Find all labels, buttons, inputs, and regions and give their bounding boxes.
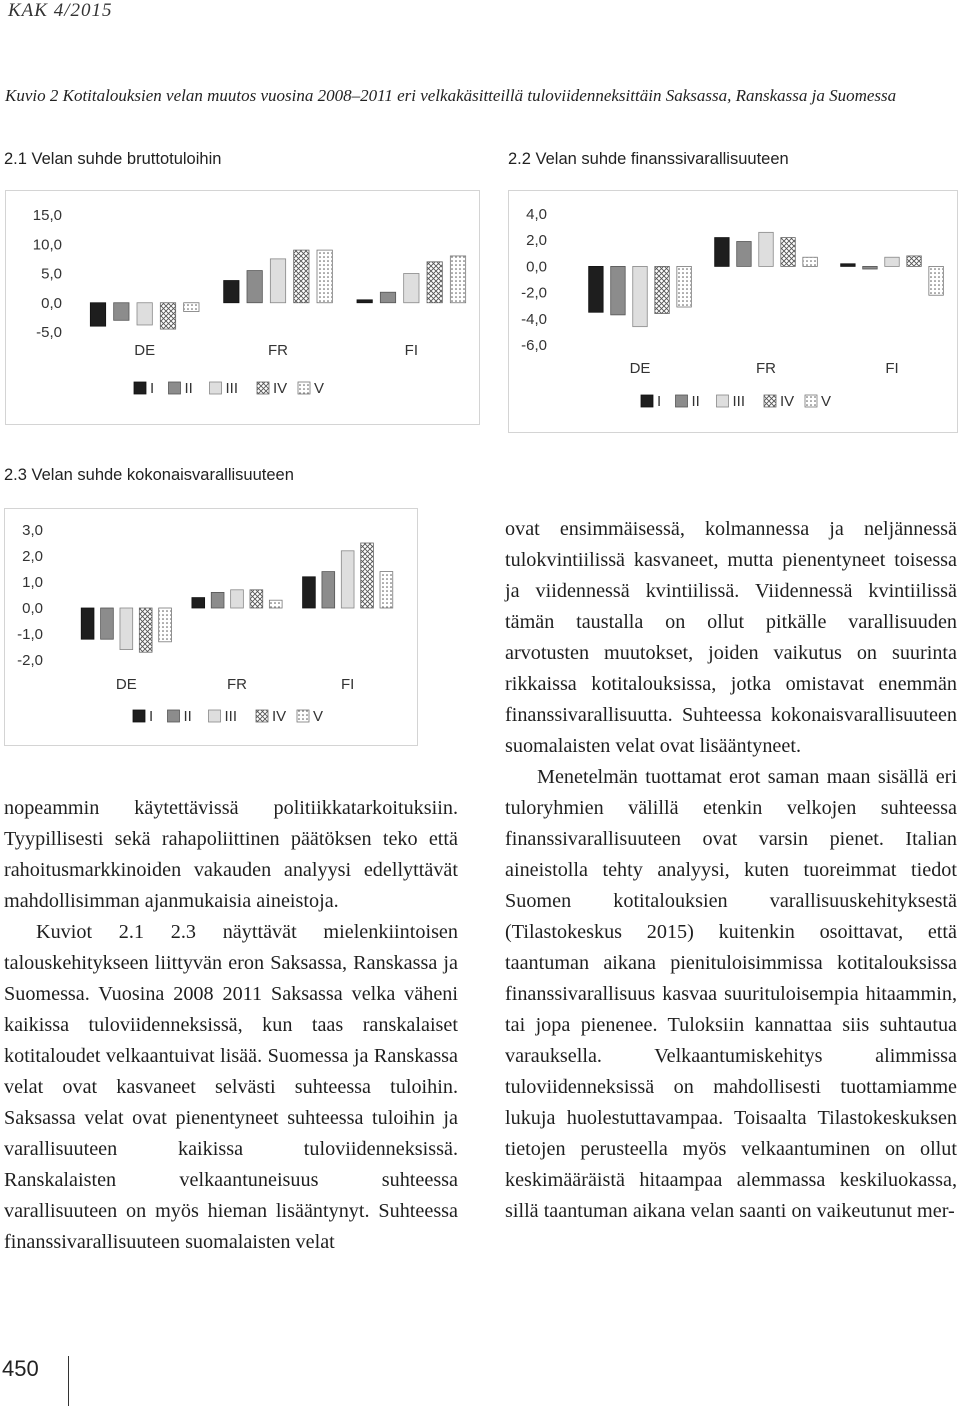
bar-fr-v [317,250,332,303]
bar-de-v [677,266,691,307]
legend-label: IV [780,393,795,410]
legend-swatch-ii [168,710,180,722]
bar-fr-iv [250,590,263,608]
y-tick-label: -1,0 [17,626,43,643]
category-label: FR [268,342,288,359]
bar-fi-iii [885,257,899,266]
bar-fr-iii [759,232,773,266]
bar-fi-iii [404,274,419,303]
legend-swatch-i [134,382,146,394]
bar-fi-i [303,577,316,608]
bar-fi-iv [361,543,374,608]
bar-fr-i [224,281,239,303]
legend-swatch-iv [764,395,776,407]
bar-de-iv [160,303,175,329]
bar-fr-i [715,238,729,267]
y-tick-label: 0,0 [526,258,547,276]
category-label: FI [885,360,899,377]
y-tick-label: 0,0 [22,600,43,617]
legend-label: V [314,380,325,397]
paragraph: Kuviot 2.1 2.3 näyttävät mielenkiintoisen talouskehitykseen liittyvän eron Saksassa, Ranskassa ja Suomessa. Vuosina 2008 2011 Saksassa velka väheni kaikissa tuloviidenneksissä, kun taas ranskalaiset kotitaloudet velkaantuivat lisää. Suomessa ja Ranskassa velat ovat kasvaneet selvästi suhteessa tuloihin. Saksassa velat ovat pienentyneet suhteessa tuloihin ja varallisuuteen kaikissa tuloviidenneksissä. Ranskalaisten velkaantuneisuus suhteessa varallisuuteen on myös hieman lisääntynyt. Suhteessa finanssivarallisuuteen suomalaisten velat [4,921,458,1253]
paragraph: nopeammin käytettävissä politiikkatarkoituksiin. Tyypillisesti sekä rahapoliittinen päätöksen teko että rahoitusmarkkinoiden vakauden analyysi edellyttävät mahdollisimman ajanmukaisia aineistoja. [4,797,458,912]
legend-label: I [657,393,662,410]
bar-fr-v [803,257,817,266]
paragraph: Menetelmän tuottamat erot saman maan sisällä eri tuloryhmien välillä etenkin velkojen suhteessa finanssivarallisuuteen ovat varsin pienet. Italian aineistolla tehty analyysi, kuten tuoreimmat tiedot Suomen kotitalouksien varallisuuskehityksestä (Tilastokeskus 2015) kuitenkin osoittavat, että taantuman aikana pienituloisimmissa kotitalouksissa finanssivarallisuus kasvaa suurituloisempia hitaammin, tai jopa pienenee. Tuloksiin kannattaa siis suhtautua varauksella. Velkaantumiskehitys alimmissa tuloviidenneksissä on mahdollisesti tuottamiamme lukuja huolestuttavampaa. Toisaalta Tilastokeskuksen tietojen perusteella myös velkaantuminen on ollut keskimääräistä hitaampaa alemmassa keskiluokassa, sillä taantuman aikana velan saanti on vaikeutunut mer- [505,766,957,1222]
legend-swatch-v [805,395,817,407]
bar-fi-v [929,266,943,295]
y-tick-label: -6,0 [521,337,547,354]
bar-de-ii [101,608,114,639]
bar-fr-v [269,600,282,608]
y-tick-label: 3,0 [22,522,43,539]
bar-de-iv [139,608,152,652]
bar-fi-i [357,300,372,303]
bar-de-iii [120,608,133,650]
chart-2-2-title: 2.2 Velan suhde finanssivarallisuuteen [508,150,789,168]
chart-2-1 [5,190,480,425]
bar-de-v [159,608,172,642]
page-number: 450 [2,1356,39,1381]
bar-fi-ii [863,266,877,269]
y-tick-label: 1,0 [22,574,43,591]
legend-label: II [184,380,193,397]
bar-fr-i [192,598,205,608]
y-tick-label: 10,0 [32,236,62,254]
body-left-column [4,793,458,1258]
legend-label: V [821,393,832,410]
bar-fi-ii [322,572,335,608]
category-label: DE [115,676,137,693]
y-tick-label: -2,0 [17,652,43,669]
running-head: KAK 4/2015 [8,0,113,21]
legend-swatch-i [133,710,145,722]
legend-label: IV [273,380,288,397]
bar-de-iii [137,303,152,325]
y-tick-label: -4,0 [521,310,547,328]
legend-swatch-ii [169,382,181,394]
bar-fr-iv [781,238,795,267]
legend-label: III [225,380,239,397]
chart-2-3-title: 2.3 Velan suhde kokonaisvarallisuuteen [4,466,294,484]
legend-swatch-iii [210,382,222,394]
bar-fi-v [380,572,393,608]
body-right-column [505,514,957,1227]
legend-swatch-v [297,710,309,722]
y-tick-label: 15,0 [32,207,62,224]
category-label: FI [340,676,355,693]
category-label: FR [227,676,247,693]
chart-2-2-svg [509,191,959,434]
y-tick-label: -5,0 [36,324,62,341]
y-tick-label: 0,0 [41,294,62,312]
bar-fi-ii [380,292,395,303]
footer-divider [68,1356,69,1406]
chart-2-1-svg [6,191,481,426]
bar-fr-ii [737,242,751,267]
bar-de-i [90,303,105,326]
bar-de-v [184,303,199,312]
legend-label: III [224,708,238,725]
legend-swatch-iii [717,395,729,407]
legend-label: I [149,708,154,725]
bar-de-iii [633,266,647,326]
bar-fi-iv [427,262,442,303]
legend-label: II [691,393,700,410]
legend-swatch-v [298,382,310,394]
legend-swatch-ii [676,395,688,407]
y-tick-label: 5,0 [41,265,62,283]
bar-fr-iv [294,250,309,303]
category-label: DE [134,342,156,359]
legend-swatch-iii [209,710,221,722]
y-tick-label: -2,0 [521,284,547,302]
legend-label: II [183,708,192,725]
legend-swatch-i [641,395,653,407]
bar-fr-iii [270,259,285,303]
legend-swatch-iv [256,710,268,722]
legend-label: I [150,380,155,397]
paragraph: ovat ensimmäisessä, kolmannessa ja neljännessä tulokvintiilissä kasvaneet, mutta pienentyneet toisessa ja viidennessä kvintiilissä. Viidennessä kvintiilissä tämän taustalla on ollut pitkälle varallisuuden arvotusten muutokset, joiden vaikutus on suurinta rikkaissa kotitalouksissa, jotka omistavat enemmän finanssivarallisuutta. Suhteessa kokonaisvarallisuuteen suomalaisten velat ovat lisääntyneet. [505,518,957,757]
bar-fr-ii [211,592,224,608]
legend-label: V [313,708,324,725]
bar-fi-v [450,256,465,303]
bar-de-i [81,608,94,639]
bar-fi-i [841,264,855,267]
legend-label: III [732,393,746,410]
chart-2-3-svg [5,509,419,747]
bar-de-i [589,266,603,312]
bar-fi-iv [907,256,921,266]
legend-swatch-iv [257,382,269,394]
chart-2-3 [4,508,418,746]
figure-caption: Kuvio 2 Kotitalouksien velan muutos vuosina 2008–2011 eri velkakäsitteillä tuloviidenneksittäin Saksassa, Ranskassa ja Suomessa [5,86,897,105]
bar-fi-iii [341,551,354,608]
category-label: DE [629,360,651,377]
y-tick-label: 2,0 [526,232,547,250]
category-label: FI [404,342,419,359]
category-label: FR [756,360,776,377]
bar-fr-ii [247,271,262,303]
bar-de-ii [611,266,625,314]
bar-de-ii [114,303,129,321]
y-tick-label: 4,0 [526,206,547,223]
bar-fr-iii [231,590,244,608]
bar-de-iv [655,266,669,313]
chart-2-2 [508,190,958,433]
chart-2-1-title: 2.1 Velan suhde bruttotuloihin [4,150,222,168]
legend-label: IV [272,708,287,725]
y-tick-label: 2,0 [22,548,43,565]
